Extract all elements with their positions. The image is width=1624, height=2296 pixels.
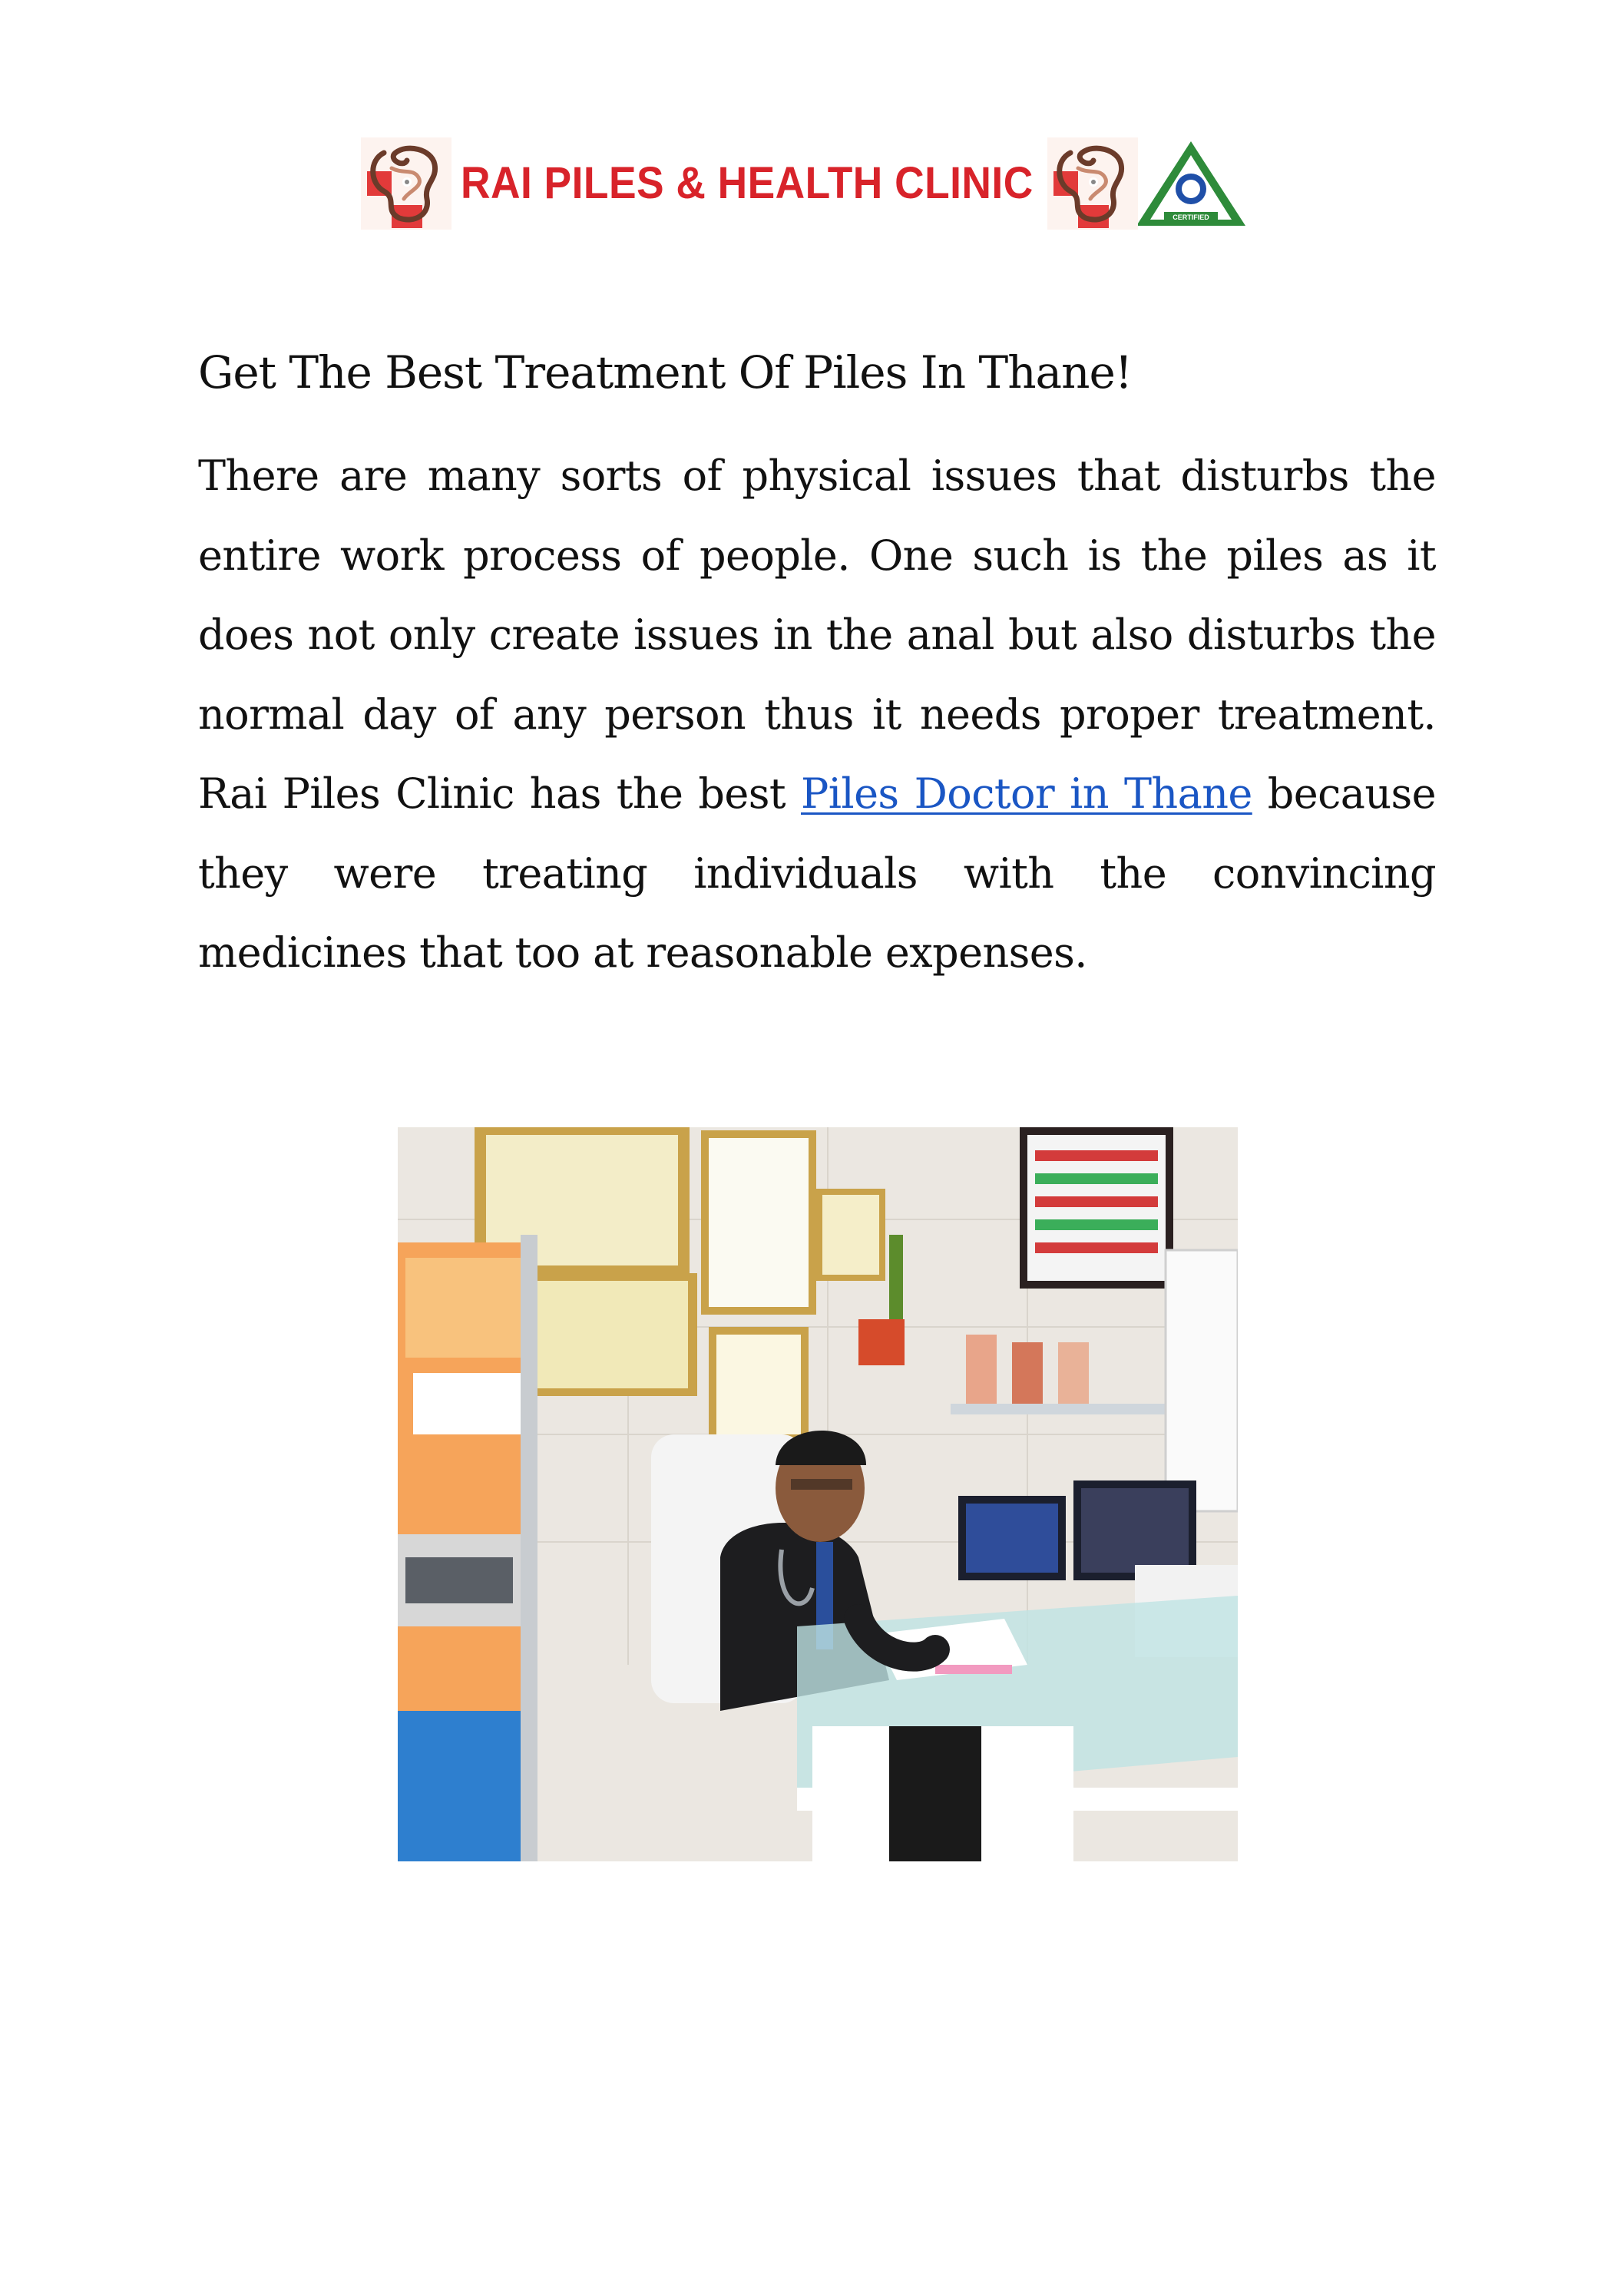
doctor-at-desk-photo: [398, 1127, 1238, 1861]
article-body: [198, 436, 1436, 993]
body-text-after-link: because they were treating individuals with the convincing medicines that too at reasonable expenses.: [198, 769, 1436, 977]
article: [198, 338, 1436, 993]
clinic-name: RAI PILES & HEALTH CLINIC: [461, 158, 1034, 208]
badge-label: CERTIFIED: [1173, 213, 1209, 221]
clinic-logo-banner: [361, 137, 1267, 230]
piles-doctor-thane-link[interactable]: Piles Doctor in Thane: [801, 769, 1252, 818]
certification-badge-icon: [1133, 138, 1249, 229]
intestine-emblem-icon: [1047, 137, 1138, 230]
body-text-before-link: There are many sorts of physical issues that disturbs the entire work process of people. One such is the piles as it does not only create issues in the anal but also disturbs the normal day of any person thus it needs proper treatment. Rai Piles Clinic has the best: [198, 452, 1436, 818]
intestine-emblem-icon: [361, 137, 451, 230]
article-title: Get The Best Treatment Of Piles In Thane!: [198, 346, 1133, 399]
